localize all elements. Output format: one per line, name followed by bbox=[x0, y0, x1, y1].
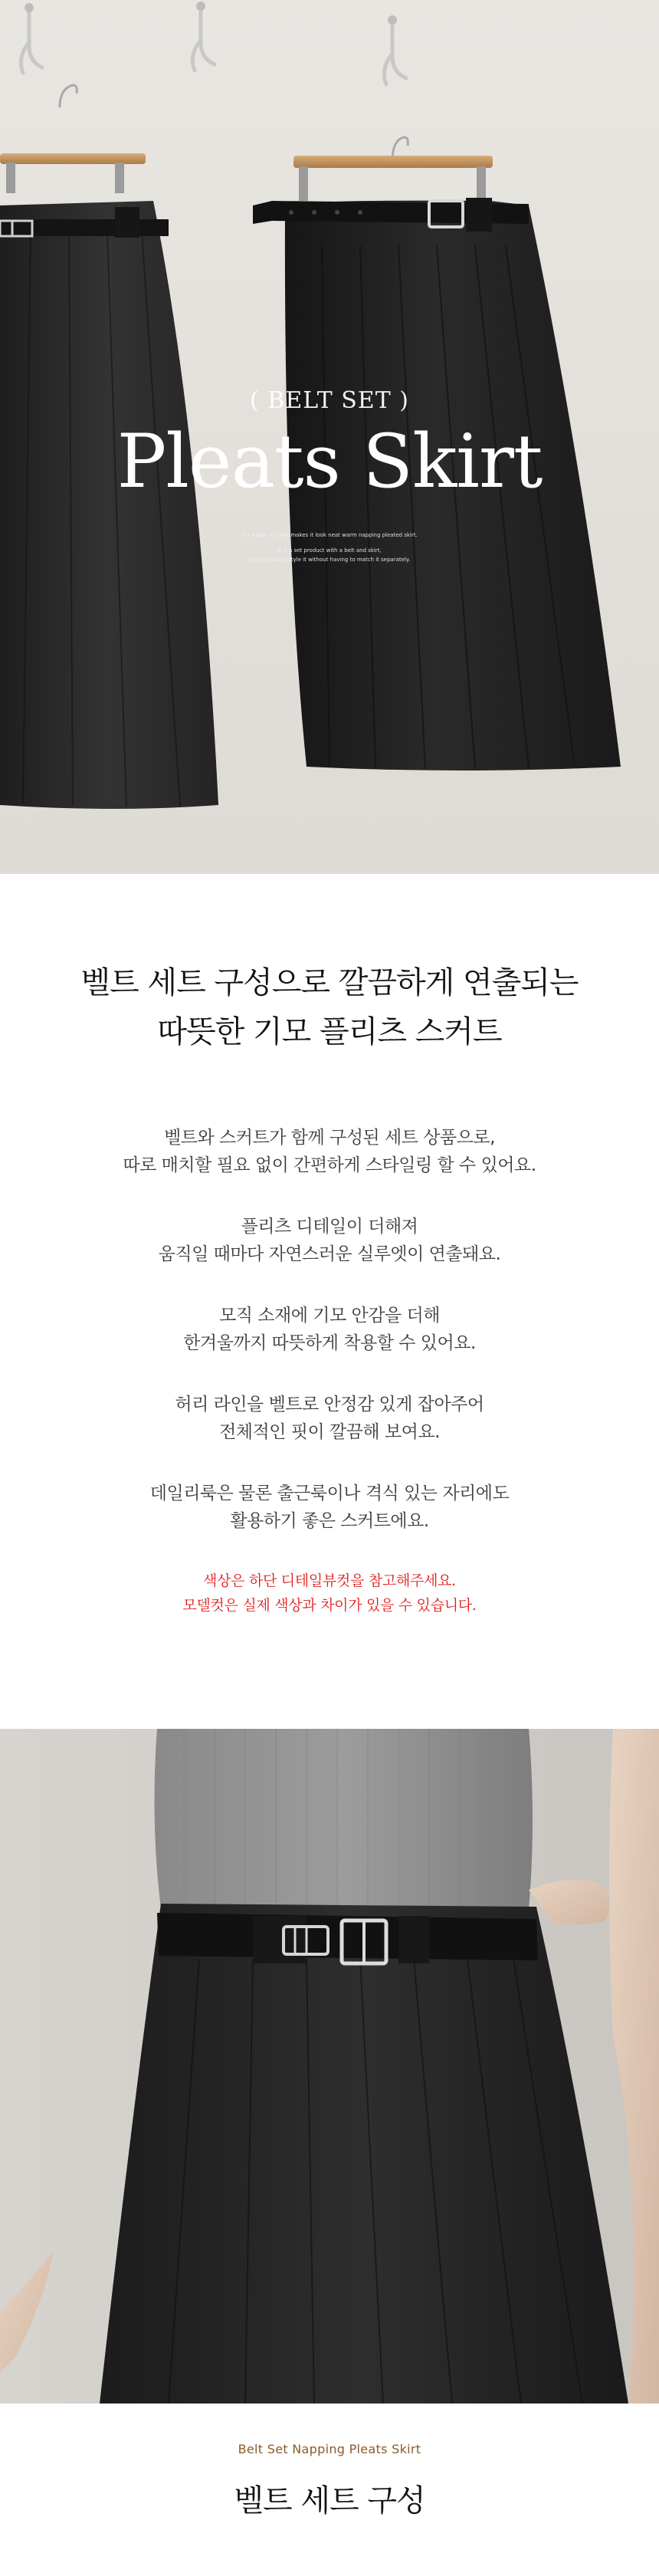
hanger-bar-left bbox=[0, 153, 146, 164]
headline-line: 벨트 세트 구성으로 깔끔하게 연출되는 bbox=[80, 965, 579, 1001]
paragraph bbox=[0, 1480, 659, 1535]
paragraph bbox=[0, 1302, 659, 1357]
hero-description bbox=[230, 531, 429, 564]
model-skirt bbox=[100, 1904, 628, 2404]
paragraph-line: 따로 매치할 필요 없이 간편하게 스타일링 할 수 있어요. bbox=[123, 1155, 536, 1175]
wall-hook-left bbox=[21, 3, 42, 73]
hanger-bar-right bbox=[293, 156, 493, 168]
paragraph-line: 움직일 때마다 자연스러운 실루엣이 연출돼요. bbox=[158, 1244, 501, 1264]
color-notice bbox=[0, 1569, 659, 1618]
paragraph bbox=[0, 1213, 659, 1268]
footer-section bbox=[0, 2404, 659, 2576]
hanger-wire-left bbox=[60, 85, 77, 107]
paragraph-line: 데일리룩은 물론 출근룩이나 격식 있는 자리에도 bbox=[149, 1484, 510, 1503]
hero-title: Pleats Skirt bbox=[116, 419, 543, 504]
headline bbox=[0, 958, 659, 1056]
paragraph-line: 한겨울까지 따뜻하게 착용할 수 있어요. bbox=[183, 1333, 476, 1353]
paragraph bbox=[0, 1391, 659, 1446]
footer-korean-title: 벨트 세트 구성 bbox=[234, 2483, 425, 2518]
hero-desc-line: It's a belt set that makes it look neat warm napping pleated skirt. bbox=[241, 532, 418, 538]
belt-loop bbox=[253, 1916, 307, 1963]
hero-subtitle: ( BELT SET ) bbox=[250, 387, 409, 414]
wall-hook-right bbox=[384, 15, 406, 84]
footer-english-caption: Belt Set Napping Pleats Skirt bbox=[238, 2442, 421, 2456]
wall-hook-center bbox=[192, 2, 215, 71]
paragraph-line: 활용하기 좋은 스커트에요. bbox=[230, 1511, 429, 1531]
paragraph-line: 벨트와 스커트가 함께 구성된 세트 상품으로, bbox=[164, 1128, 495, 1148]
paragraph-line: 전체적인 핏이 깔끔해 보여요. bbox=[219, 1422, 440, 1442]
model-photo-section bbox=[0, 1729, 659, 2404]
notice-line: 모델컷은 실제 색상과 차이가 있을 수 있습니다. bbox=[182, 1597, 477, 1614]
hero-text bbox=[0, 387, 659, 503]
knit-top bbox=[154, 1729, 533, 1909]
description-section bbox=[0, 874, 659, 1729]
hero-desc-line: You can easily style it without having to match it separately. bbox=[248, 557, 411, 563]
model-photo bbox=[0, 1729, 659, 2404]
paragraph-line: 허리 라인을 벨트로 안정감 있게 잡아주어 bbox=[175, 1395, 484, 1414]
paragraph-list bbox=[0, 1124, 659, 1535]
paragraph-line: 모직 소재에 기모 안감을 더해 bbox=[219, 1306, 440, 1326]
paragraph bbox=[0, 1124, 659, 1179]
headline-line: 따뜻한 기모 플리츠 스커트 bbox=[157, 1014, 502, 1050]
notice-line: 색상은 하단 디테일뷰컷을 참고해주세요. bbox=[203, 1572, 456, 1589]
hero-desc-line: It is a set product with a belt and skirt, bbox=[277, 547, 382, 554]
paragraph-line: 플리츠 디테일이 더해져 bbox=[241, 1217, 418, 1237]
hero-section bbox=[0, 0, 659, 874]
